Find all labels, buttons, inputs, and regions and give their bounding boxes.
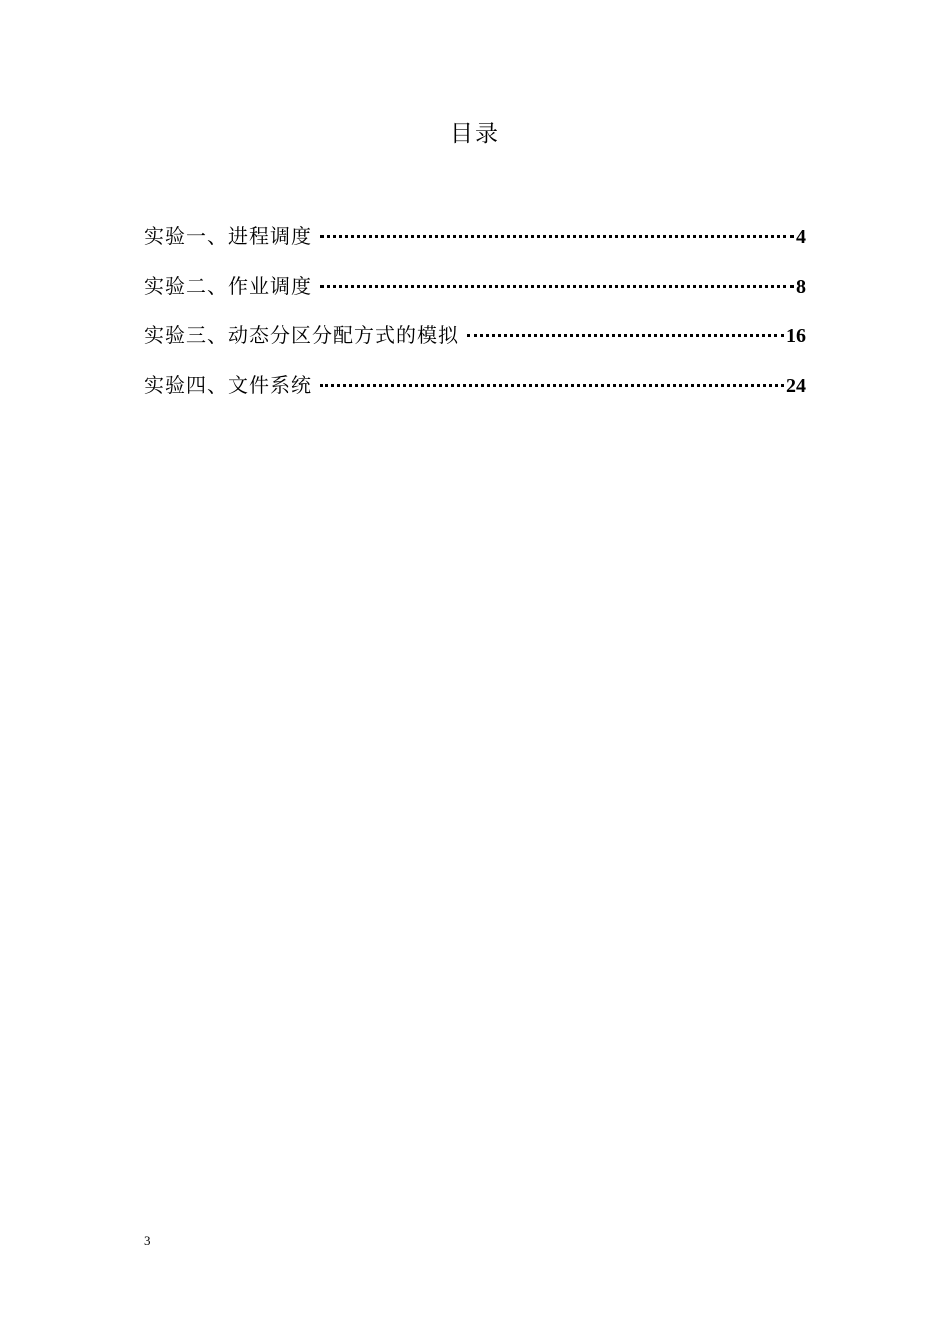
toc-leader-dots <box>320 235 794 238</box>
toc-entry-title: 实验一、进程调度 <box>144 224 312 248</box>
toc-leader-dots <box>320 384 784 387</box>
page-number: 3 <box>144 1233 151 1248</box>
toc-entry-title: 实验三、动态分区分配方式的模拟 <box>144 323 459 347</box>
toc-entry-4[interactable] <box>144 368 806 418</box>
toc-leader-dots <box>467 334 784 337</box>
toc-entry-page: 16 <box>786 325 806 347</box>
toc-leader-dots <box>320 285 794 288</box>
toc-entry-1[interactable] <box>144 219 806 269</box>
toc-entry-title: 实验四、文件系统 <box>144 372 312 397</box>
toc-entry-title: 实验二、作业调度 <box>144 273 312 298</box>
toc-entry-page: 24 <box>786 374 806 397</box>
toc-entry-2[interactable] <box>144 269 806 319</box>
toc-list <box>144 219 806 417</box>
toc-entry-page: 4 <box>796 226 806 248</box>
toc-title: 目录 <box>450 121 500 147</box>
toc-entry-page: 8 <box>796 275 806 298</box>
toc-entry-3[interactable] <box>144 318 806 368</box>
